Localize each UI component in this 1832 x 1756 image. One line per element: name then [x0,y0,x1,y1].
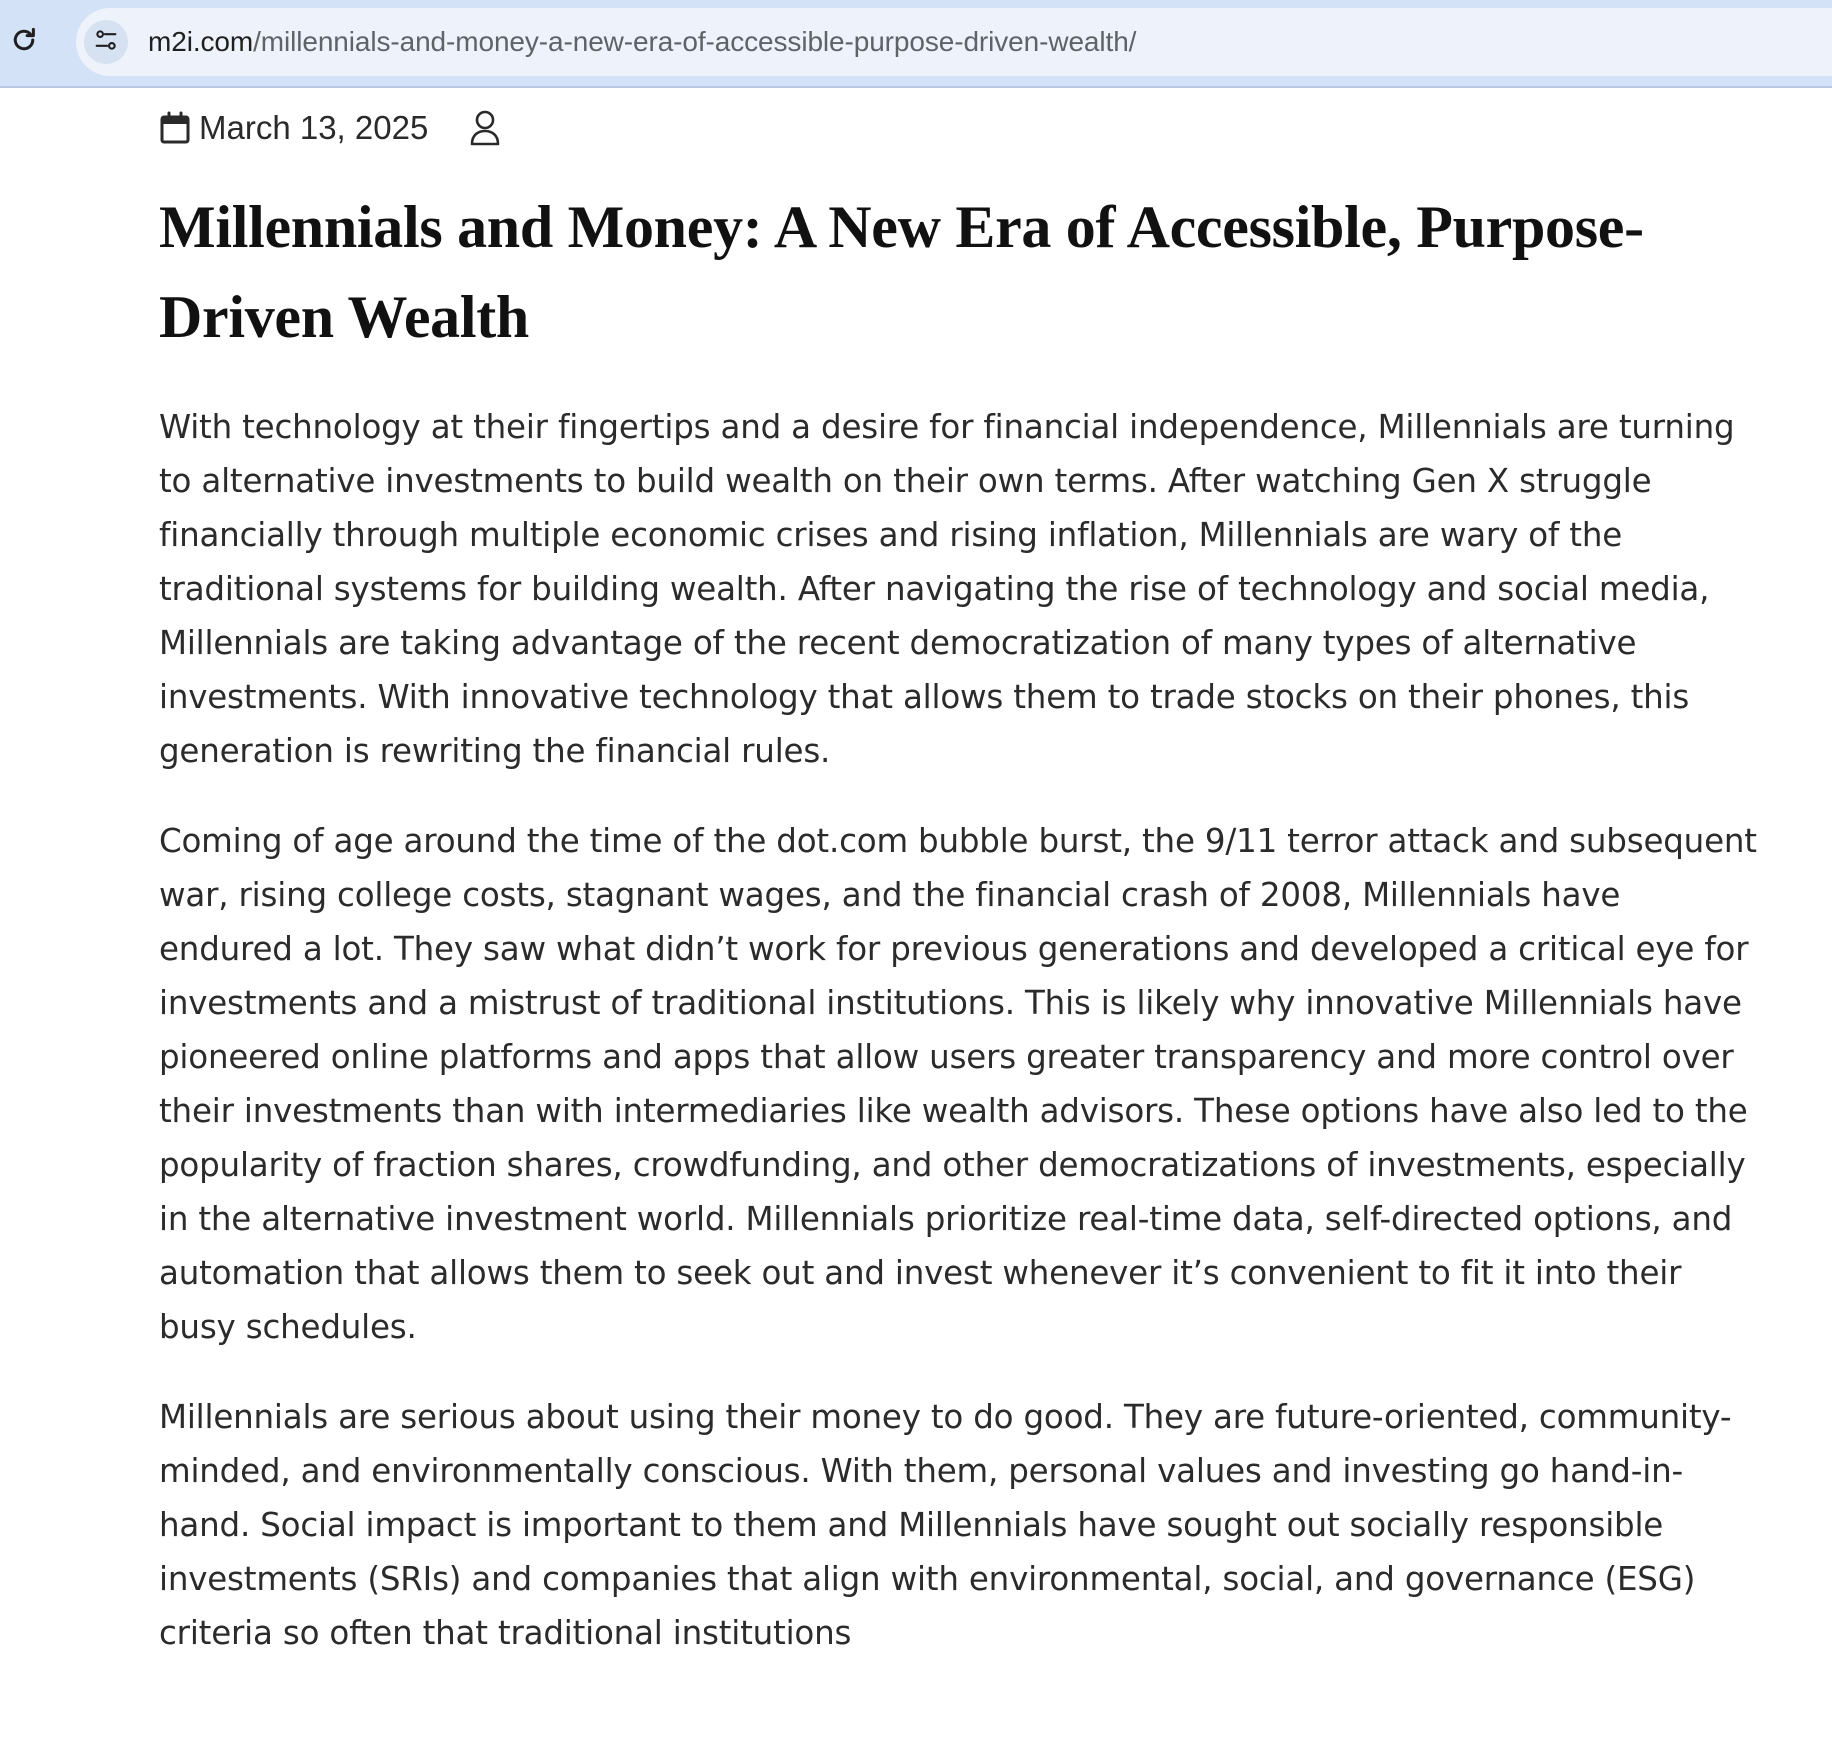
url-text[interactable] [148,8,1136,76]
paragraph: Millennials are serious about using their money to do good. They are future-oriented, community-minded, and environmentally conscious. With them, personal values and investing go hand-in-hand. Social impact is important to them and Millennials have sought out socially responsible investments (SRIs) and companies that align with environmental, social, and governance (ESG) criteria so often that traditional institutions [159,1398,1732,1652]
url-path: /millennials-and-money-a-new-era-of-accessible-purpose-driven-wealth/ [253,26,1137,57]
reload-button[interactable] [4,22,44,62]
reload-icon [9,25,39,60]
url-domain: m2i.com [148,26,254,57]
browser-toolbar [0,0,1832,88]
paragraph: Coming of age around the time of the dot.com bubble burst, the 9/11 terror attack and subsequent war, rising college costs, stagnant wages, and the financial crash of 2008, Millennials have endured a lot. They saw what didn’t work for previous generations and developed a critical eye for investments and a mistrust of traditional institutions. This is likely why innovative Millennials have pioneered online platforms and apps that allow users greater transparency and more control over their investments than with intermediaries like wealth advisors. These options have also led to the popularity of fraction shares, crowdfunding, and other democratizations of investments, especially in the alternative investment world. Millennials prioritize real-time data, self-directed options, and automation that allows them to seek out and invest whenever it’s convenient to fit it into their busy schedules. [159,822,1757,1346]
address-bar[interactable] [76,8,1832,76]
post-date: March 13, 2025 [199,109,429,146]
article-body [159,400,1759,1660]
article [159,88,1759,1696]
article-title: Millennials and Money: A New Era of Accessible, Purpose-Driven Wealth [159,194,1644,350]
post-meta [159,88,1759,168]
user-icon[interactable] [468,109,502,147]
paragraph: With technology at their fingertips and a desire for financial independence, Millennials are turning to alternative investments to build wealth on their own terms. After watching Gen X struggle financially through multiple economic crises and rising inflation, Millennials are wary of the traditional systems for building wealth. After navigating the rise of technology and social media, Millennials are taking advantage of the recent democratization of many types of alternative investments. With innovative technology that allows them to trade stocks on their phones, this generation is rewriting the financial rules. [159,408,1735,770]
site-info-icon [92,26,120,59]
site-info-button[interactable] [84,20,128,64]
calendar-icon [159,111,191,145]
